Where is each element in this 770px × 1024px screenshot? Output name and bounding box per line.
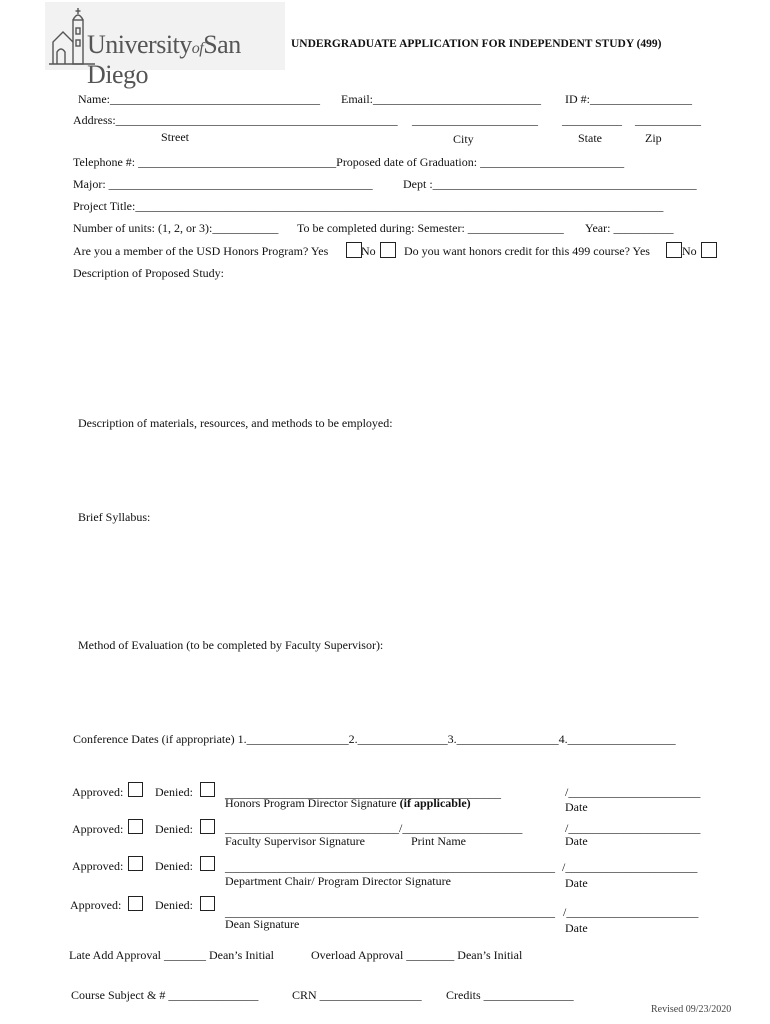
dean-signature-label: Dean Signature [225, 917, 300, 931]
signature-line[interactable]: _______________________________________________________ [225, 860, 555, 874]
honors-director-signature-label: Honors Program Director Signature (if applicable) [225, 796, 471, 810]
date-label: Date [565, 800, 588, 814]
date-label: Date [565, 876, 588, 890]
zip-label: Zip [645, 131, 662, 145]
course-subject-field[interactable]: Course Subject & # _______________ [71, 988, 259, 1002]
revised-date: Revised 09/23/2020 [651, 1004, 732, 1015]
honors-credit-no-checkbox[interactable] [701, 242, 717, 258]
project-title-field[interactable]: Project Title:________________________________________________________________________________________ [73, 199, 664, 213]
denied-checkbox[interactable] [200, 819, 215, 834]
approved-label: Approved: [72, 785, 124, 799]
signature-line[interactable]: _____________________________/____________________ [225, 821, 523, 835]
denied-label: Denied: [155, 822, 193, 836]
denied-label: Denied: [155, 898, 193, 912]
denied-label: Denied: [155, 785, 193, 799]
denied-checkbox[interactable] [200, 782, 215, 797]
conference-dates-field[interactable]: Conference Dates (if appropriate) 1._________________2._______________3._________________4.__________________ [73, 732, 676, 746]
honors-credit-question: Do you want honors credit for this 499 course? Yes [404, 244, 650, 258]
date-label: Date [565, 834, 588, 848]
date-label: Date [565, 921, 588, 935]
faculty-supervisor-signature-label: Faculty Supervisor Signature [225, 834, 365, 848]
date-line[interactable]: /______________________ [562, 860, 698, 874]
address-state-line[interactable]: __________ [562, 113, 622, 127]
print-name-label: Print Name [411, 834, 466, 848]
signature-line[interactable]: ______________________________________________ [225, 786, 501, 800]
id-field[interactable]: ID #:_________________ [565, 92, 692, 106]
honors-member-no-label: No [361, 244, 376, 258]
major-field[interactable]: Major: ____________________________________________ [73, 177, 373, 191]
honors-credit-yes-checkbox[interactable] [666, 242, 682, 258]
evaluation-label: Method of Evaluation (to be completed by Faculty Supervisor): [78, 638, 384, 652]
address-zip-line[interactable]: ___________ [635, 113, 701, 127]
university-logo [45, 2, 285, 89]
crn-field[interactable]: CRN _________________ [292, 988, 422, 1002]
date-line[interactable]: /______________________ [565, 785, 701, 799]
honors-member-yes-label: Yes [310, 244, 329, 258]
email-field[interactable]: Email:____________________________ [341, 92, 541, 106]
dept-field[interactable]: Dept :____________________________________________ [403, 177, 697, 191]
name-field[interactable]: Name:___________________________________ [78, 92, 320, 106]
honors-member-question: Are you a member of the USD Honors Program? Yes [73, 244, 329, 258]
year-field[interactable]: Year: __________ [585, 221, 674, 235]
denied-checkbox[interactable] [200, 856, 215, 871]
approved-label: Approved: [72, 859, 124, 873]
street-label: Street [161, 130, 189, 144]
telephone-graduation-field[interactable]: Telephone #: _________________________________Proposed date of Graduation: ________________________ [73, 155, 625, 169]
honors-credit-yes-label: Yes [632, 244, 650, 258]
signature-line[interactable]: _______________________________________________________ [225, 905, 555, 919]
approved-checkbox[interactable] [128, 896, 143, 911]
syllabus-label: Brief Syllabus: [78, 510, 151, 524]
state-label: State [578, 131, 602, 145]
address-field[interactable]: Address:_______________________________________________ [73, 113, 398, 127]
honors-credit-no-label: No [682, 244, 697, 258]
materials-label: Description of materials, resources, and methods to be employed: [78, 416, 393, 430]
approved-checkbox[interactable] [128, 782, 143, 797]
date-line[interactable]: /______________________ [565, 821, 701, 835]
honors-member-no-checkbox[interactable] [380, 242, 396, 258]
denied-label: Denied: [155, 859, 193, 873]
overload-approval-field[interactable]: Overload Approval ________ Dean’s Initial [311, 948, 523, 962]
city-label: City [453, 132, 474, 146]
date-line[interactable]: /______________________ [563, 905, 699, 919]
approved-checkbox[interactable] [128, 819, 143, 834]
approved-label: Approved: [70, 898, 122, 912]
units-field[interactable]: Number of units: (1, 2, or 3):___________ [73, 221, 279, 235]
approved-checkbox[interactable] [128, 856, 143, 871]
department-chair-signature-label: Department Chair/ Program Director Signature [225, 874, 451, 888]
address-city-line[interactable]: _____________________ [412, 113, 538, 127]
honors-member-yes-checkbox[interactable] [346, 242, 362, 258]
semester-field[interactable]: To be completed during: Semester: ________________ [297, 221, 564, 235]
approved-label: Approved: [72, 822, 124, 836]
form-title: UNDERGRADUATE APPLICATION FOR INDEPENDENT STUDY (499) [291, 38, 662, 50]
credits-field[interactable]: Credits _______________ [446, 988, 574, 1002]
denied-checkbox[interactable] [200, 896, 215, 911]
description-label: Description of Proposed Study: [73, 266, 224, 280]
logo-wordmark: UniversityofSan Diego [87, 30, 241, 89]
late-add-approval-field[interactable]: Late Add Approval _______ Dean’s Initial [69, 948, 274, 962]
